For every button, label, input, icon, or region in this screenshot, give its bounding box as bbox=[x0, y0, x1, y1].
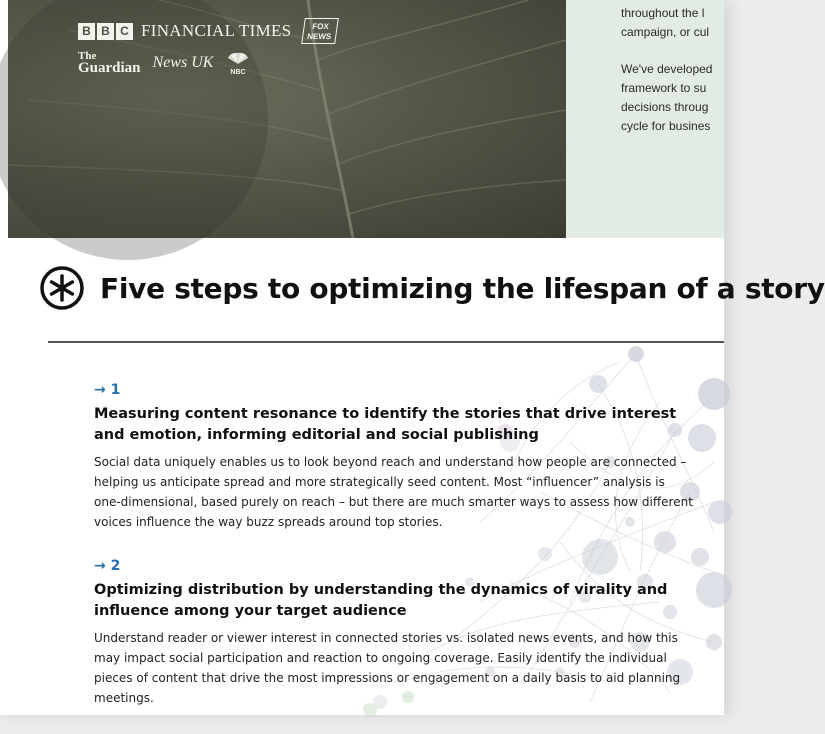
step-body: Understand reader or viewer interest in connected stories vs. isolated news events, and how this may impact social participation and reaction to ongoing coverage. Easily identify the individual pieces of content that drive the most impressions or engagement on a daily basis to aid planning meetings. bbox=[94, 631, 681, 705]
step-body: Social data uniquely enables us to look beyond reach and understand how people are connected – helping us anticipate spread and more strategically seed content. Most “influencer” analysis is one-dimensional, based purely on reach – but there are much smarter ways to assess how different voices influence the way buzz spreads around top stories. bbox=[94, 455, 693, 529]
financial-times-logo: FINANCIAL TIMES bbox=[141, 21, 292, 40]
step-heading: Optimizing distribution by understanding the dynamics of virality and influence among your target audience bbox=[94, 582, 668, 619]
step-heading: Measuring content resonance to identify the stories that drive interest and emotion, informing editorial and social publishing bbox=[94, 406, 677, 443]
news-uk-logo: News UK bbox=[152, 54, 214, 71]
peacock-icon bbox=[225, 50, 251, 76]
steps-list bbox=[94, 382, 694, 734]
section-title-row bbox=[38, 264, 825, 312]
svg-text:NBC: NBC bbox=[230, 69, 247, 76]
bbc-logo: B B C bbox=[78, 23, 133, 40]
asterisk-badge-icon bbox=[38, 264, 86, 312]
guardian-logo: The Guardian bbox=[78, 50, 141, 76]
step-number: → 1 bbox=[94, 382, 121, 398]
step-item bbox=[94, 558, 694, 708]
fox-news-logo: FOX NEWS bbox=[302, 18, 340, 44]
step-item bbox=[94, 382, 694, 532]
page-title: Five steps to optimizing the lifespan of a story bbox=[100, 271, 825, 305]
title-divider bbox=[48, 341, 724, 343]
partner-logos bbox=[78, 18, 337, 76]
hero-banner bbox=[0, 0, 724, 240]
step-number: → 2 bbox=[94, 558, 121, 574]
side-text-panel: throughout the l campaign, or cul We've developed framework to su decisions throug cycle for busines bbox=[566, 0, 724, 238]
